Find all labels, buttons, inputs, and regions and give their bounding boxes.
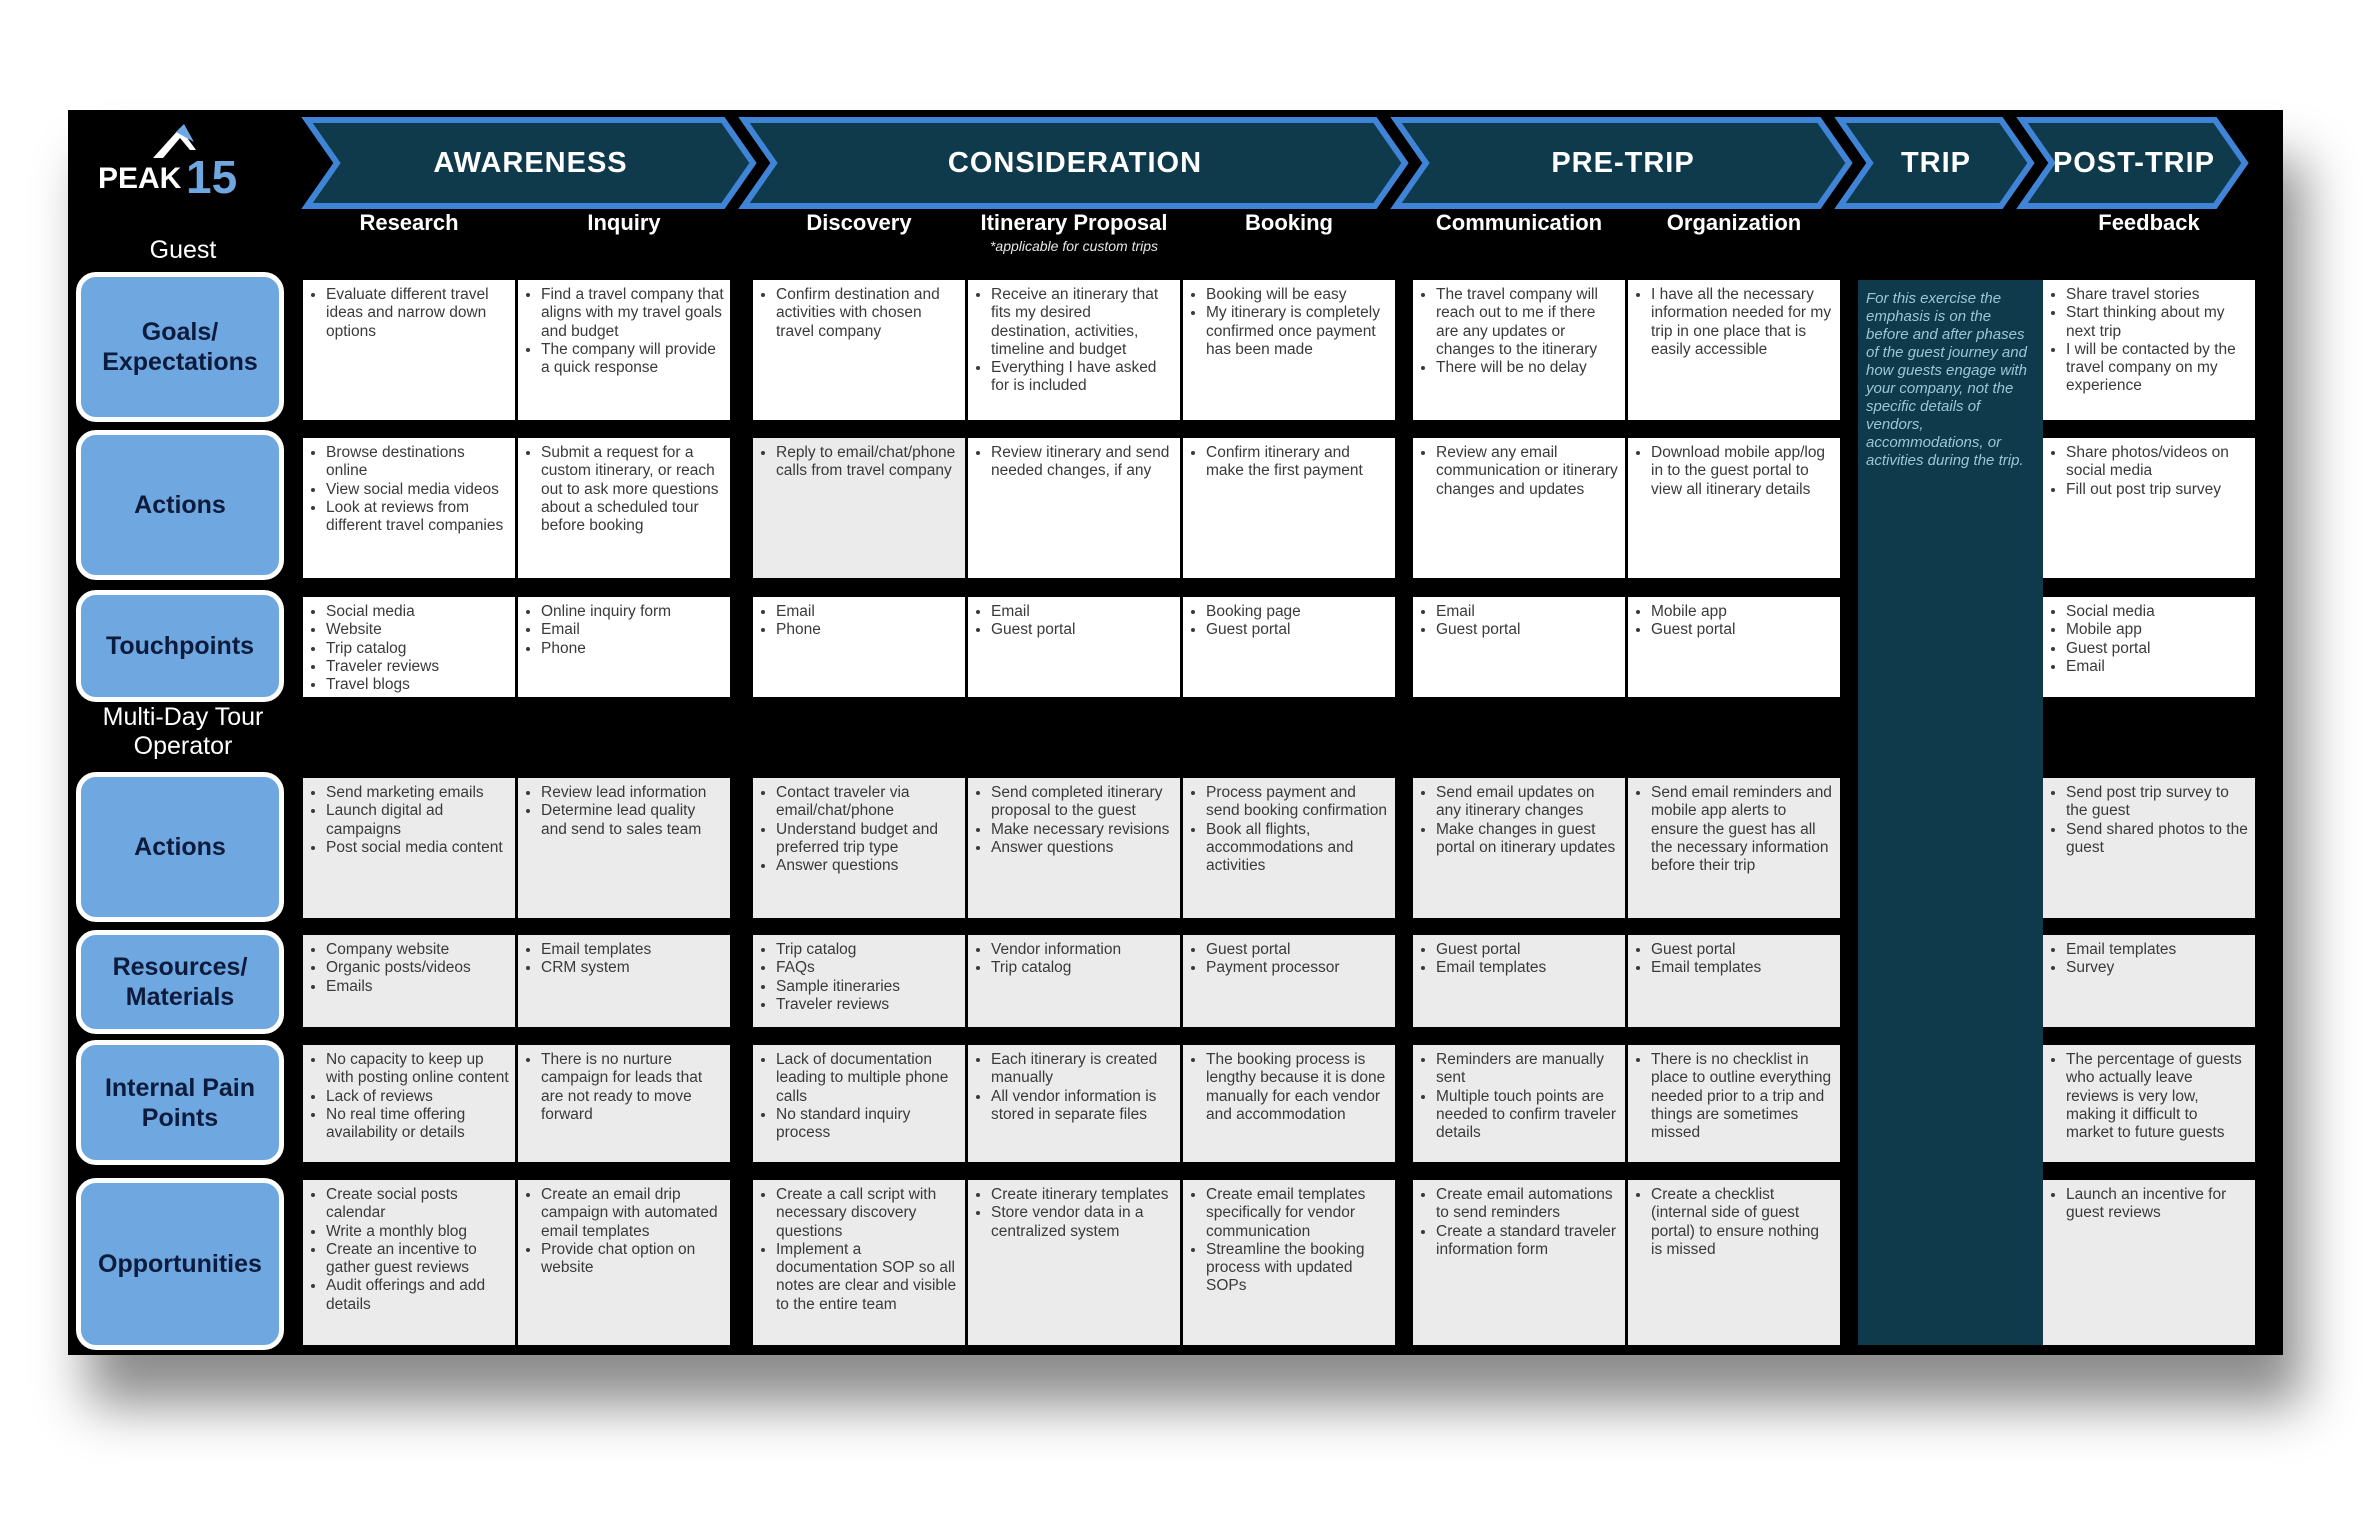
substage-label: Communication: [1435, 210, 1603, 235]
cell-item: • Launch digital ad campaigns: [326, 802, 509, 839]
cell-list: [1189, 603, 1389, 640]
cell-item: • Payment processor: [1206, 959, 1389, 977]
cell-item: • Email: [776, 603, 959, 621]
cell-item: • Fill out post trip survey: [2066, 481, 2249, 499]
substage-label: Feedback: [2098, 210, 2200, 235]
substage-label: Organization: [1666, 210, 1802, 235]
cell-item: • Send marketing emails: [326, 784, 509, 802]
cell-list: [1419, 603, 1619, 640]
cell-list: [524, 1051, 724, 1124]
cell-list: [1419, 1051, 1619, 1142]
journey-cell: [753, 597, 965, 697]
cell-item: • Travel blogs: [326, 676, 509, 694]
cell-item: • I will be contacted by the travel company on my experience: [2066, 341, 2249, 396]
section-guest-label: Guest: [149, 236, 217, 264]
cell-list: [1419, 784, 1619, 857]
cell-item: • Guest portal: [1436, 621, 1619, 639]
journey-cell: [1413, 280, 1625, 420]
cell-list: [1634, 1051, 1834, 1142]
cell-item: • Browse destinations online: [326, 444, 509, 481]
row-label: Actions: [76, 772, 284, 922]
journey-cell: [518, 935, 730, 1027]
journey-cell: [518, 438, 730, 578]
cell-item: • Social media: [2066, 603, 2249, 621]
cell-list: [1634, 941, 1834, 978]
journey-cell: [518, 778, 730, 918]
cell-item: • Guest portal: [1206, 941, 1389, 959]
cell-list: [1189, 1186, 1389, 1296]
stage-consideration: [740, 116, 1410, 210]
substage-label: Discovery: [806, 210, 912, 235]
cell-item: • View social media videos: [326, 481, 509, 499]
journey-cell: [303, 778, 515, 918]
substage-header: [1628, 210, 1840, 266]
section-operator-label: Multi-Day Tour Operator: [102, 703, 264, 760]
cell-list: [1419, 444, 1619, 499]
row-label: Touchpoints: [76, 590, 284, 702]
cell-list: [309, 1051, 509, 1142]
cell-list: [759, 286, 959, 341]
cell-item: • No capacity to keep up with posting online content: [326, 1051, 509, 1088]
cell-item: • Create an incentive to gather guest reviews: [326, 1241, 509, 1278]
substage-header: [753, 210, 965, 266]
cell-item: • The company will provide a quick response: [541, 341, 724, 378]
cell-item: • Create social posts calendar: [326, 1186, 509, 1223]
cell-item: • Provide chat option on website: [541, 1241, 724, 1278]
cell-item: • Reply to email/chat/phone calls from travel company: [776, 444, 959, 481]
cell-list: [759, 784, 959, 875]
cell-item: • Submit a request for a custom itinerary, or reach out to ask more questions about a scheduled tour before booking: [541, 444, 724, 535]
cell-item: • Social media: [326, 603, 509, 621]
cell-item: • Each itinerary is created manually: [991, 1051, 1174, 1088]
journey-cell: [1183, 1045, 1395, 1162]
cell-list: [309, 444, 509, 535]
cell-list: [1189, 1051, 1389, 1124]
journey-cell: [2043, 597, 2255, 697]
cell-item: • Mobile app: [1651, 603, 1834, 621]
journey-cell: [1413, 1180, 1625, 1345]
cell-item: • Organic posts/videos: [326, 959, 509, 977]
peak15-logo: [68, 110, 298, 220]
cell-item: • Create email automations to send reminders: [1436, 1186, 1619, 1223]
journey-cell: [753, 1180, 965, 1345]
cell-item: • There is no checklist in place to outline everything needed prior to a trip and things are sometimes missed: [1651, 1051, 1834, 1142]
cell-item: • Trip catalog: [776, 941, 959, 959]
cell-list: [974, 603, 1174, 640]
journey-cell: [1413, 778, 1625, 918]
cell-item: • Make necessary revisions: [991, 821, 1174, 839]
journey-cell: [303, 280, 515, 420]
journey-cell: [753, 280, 965, 420]
cell-list: [974, 784, 1174, 857]
cell-item: • Online inquiry form: [541, 603, 724, 621]
cell-item: • Write a monthly blog: [326, 1223, 509, 1241]
stage-label: PRE-TRIP: [1551, 147, 1695, 179]
cell-item: • Process payment and send booking confirmation: [1206, 784, 1389, 821]
cell-item: • Implement a documentation SOP so all notes are clear and visible to the entire team: [776, 1241, 959, 1314]
cell-list: [1419, 286, 1619, 377]
cell-item: • Mobile app: [2066, 621, 2249, 639]
cell-item: • Share travel stories: [2066, 286, 2249, 304]
journey-cell: [1183, 778, 1395, 918]
cell-item: • Send shared photos to the guest: [2066, 821, 2249, 858]
cell-item: • Guest portal: [1651, 941, 1834, 959]
stage-label: POST-TRIP: [2052, 147, 2216, 179]
row-label: Actions: [76, 430, 284, 580]
journey-cell: [2043, 280, 2255, 420]
stage-awareness: [303, 116, 758, 210]
journey-cell: [968, 438, 1180, 578]
cell-list: [1189, 286, 1389, 359]
cell-item: • Confirm destination and activities with chosen travel company: [776, 286, 959, 341]
cell-item: • Email templates: [1436, 959, 1619, 977]
cell-item: • Reminders are manually sent: [1436, 1051, 1619, 1088]
cell-list: [309, 941, 509, 996]
cell-item: • Everything I have asked for is included: [991, 359, 1174, 396]
journey-cell: [968, 935, 1180, 1027]
cell-item: • Trip catalog: [326, 640, 509, 658]
journey-cell: [1183, 1180, 1395, 1345]
cell-item: • Contact traveler via email/chat/phone: [776, 784, 959, 821]
substage-note: *applicable for custom trips: [989, 238, 1159, 254]
cell-list: [2049, 1051, 2249, 1142]
trip-column: [1858, 280, 2043, 1345]
cell-list: [2049, 603, 2249, 676]
cell-item: • Email: [2066, 658, 2249, 676]
substage-label: Inquiry: [587, 210, 661, 235]
cell-item: • Create itinerary templates: [991, 1186, 1174, 1204]
cell-item: • All vendor information is stored in separate files: [991, 1088, 1174, 1125]
journey-cell: [753, 778, 965, 918]
cell-item: • Email: [541, 621, 724, 639]
cell-item: • Booking will be easy: [1206, 286, 1389, 304]
substage-label: Research: [359, 210, 459, 235]
cell-item: • Streamline the booking process with updated SOPs: [1206, 1241, 1389, 1296]
cell-list: [759, 1051, 959, 1142]
cell-list: [2049, 444, 2249, 499]
journey-cell: [1183, 935, 1395, 1027]
cell-item: • Review lead information: [541, 784, 724, 802]
cell-list: [309, 603, 509, 694]
cell-list: [974, 941, 1174, 978]
substage-label: Itinerary Proposal: [980, 210, 1168, 235]
cell-item: • Trip catalog: [991, 959, 1174, 977]
substage-header: [968, 210, 1180, 266]
journey-cell: [518, 597, 730, 697]
stage-post-trip: [2018, 116, 2250, 210]
cell-list: [1189, 784, 1389, 875]
journey-cell: [2043, 935, 2255, 1027]
cell-item: • No standard inquiry process: [776, 1106, 959, 1143]
cell-item: • Audit offerings and add details: [326, 1277, 509, 1314]
cell-item: • Email templates: [2066, 941, 2249, 959]
cell-item: • Find a travel company that aligns with my travel goals and budget: [541, 286, 724, 341]
cell-item: • There is no nurture campaign for leads that are not ready to move forward: [541, 1051, 724, 1124]
cell-item: • Create a call script with necessary discovery questions: [776, 1186, 959, 1241]
substage-header: [2043, 210, 2255, 266]
journey-cell: [1413, 1045, 1625, 1162]
cell-list: [1634, 444, 1834, 499]
cell-item: • Company website: [326, 941, 509, 959]
cell-item: • Determine lead quality and send to sales team: [541, 802, 724, 839]
cell-list: [759, 1186, 959, 1314]
cell-item: • Traveler reviews: [776, 996, 959, 1014]
stage-trip: [1836, 116, 2036, 210]
cell-item: • Email templates: [1651, 959, 1834, 977]
cell-item: • Email: [991, 603, 1174, 621]
cell-item: • No real time offering availability or details: [326, 1106, 509, 1143]
cell-list: [1634, 784, 1834, 875]
cell-item: • Evaluate different travel ideas and narrow down options: [326, 286, 509, 341]
cell-list: [759, 941, 959, 1014]
journey-map-board: [68, 110, 2283, 1355]
substage-label: Booking: [1245, 210, 1333, 235]
cell-item: • Answer questions: [776, 857, 959, 875]
cell-list: [524, 784, 724, 839]
cell-list: [524, 941, 724, 978]
journey-cell: [1628, 778, 1840, 918]
cell-item: • Sample itineraries: [776, 978, 959, 996]
journey-cell: [1628, 935, 1840, 1027]
journey-cell: [1628, 438, 1840, 578]
cell-item: • Create a checklist (internal side of guest portal) to ensure nothing is missed: [1651, 1186, 1834, 1259]
cell-item: • Send email updates on any itinerary changes: [1436, 784, 1619, 821]
cell-item: • Share photos/videos on social media: [2066, 444, 2249, 481]
cell-item: • Lack of reviews: [326, 1088, 509, 1106]
cell-item: • There will be no delay: [1436, 359, 1619, 377]
journey-cell: [1628, 1045, 1840, 1162]
cell-list: [1634, 603, 1834, 640]
cell-item: • Multiple touch points are needed to confirm traveler details: [1436, 1088, 1619, 1143]
cell-list: [974, 286, 1174, 396]
journey-cell: [303, 1180, 515, 1345]
cell-list: [1634, 286, 1834, 359]
cell-item: • Guest portal: [2066, 640, 2249, 658]
cell-list: [974, 444, 1174, 481]
cell-item: • Guest portal: [1651, 621, 1834, 639]
journey-cell: [968, 280, 1180, 420]
cell-item: • The percentage of guests who actually leave reviews is very low, making it difficult to market to future guests: [2066, 1051, 2249, 1142]
cell-item: • FAQs: [776, 959, 959, 977]
cell-item: • The booking process is lengthy because it is done manually for each vendor and accommodation: [1206, 1051, 1389, 1124]
cell-list: [524, 1186, 724, 1277]
row-label: Resources/ Materials: [76, 930, 284, 1034]
journey-cell: [2043, 438, 2255, 578]
cell-list: [759, 444, 959, 481]
cell-list: [309, 784, 509, 857]
journey-cell: [968, 1045, 1180, 1162]
cell-list: [1634, 1186, 1834, 1259]
substage-header: [518, 210, 730, 266]
journey-cell: [518, 1045, 730, 1162]
logo-number: 15: [186, 151, 238, 203]
cell-item: • Send email reminders and mobile app alerts to ensure the guest has all the necessary information before their trip: [1651, 784, 1834, 875]
cell-list: [524, 286, 724, 377]
journey-cell: [1413, 438, 1625, 578]
cell-list: [759, 603, 959, 640]
cell-item: • Vendor information: [991, 941, 1174, 959]
cell-item: • Confirm itinerary and make the first payment: [1206, 444, 1389, 481]
cell-item: • The travel company will reach out to me if there are any updates or changes to the itinerary: [1436, 286, 1619, 359]
journey-cell: [968, 778, 1180, 918]
cell-list: [1419, 941, 1619, 978]
journey-cell: [1413, 935, 1625, 1027]
cell-list: [1189, 941, 1389, 978]
cell-item: • Guest portal: [1206, 621, 1389, 639]
cell-list: [2049, 286, 2249, 396]
cell-list: [2049, 1186, 2249, 1223]
cell-item: • Send post trip survey to the guest: [2066, 784, 2249, 821]
cell-item: • Understand budget and preferred trip type: [776, 821, 959, 858]
row-label: Internal Pain Points: [76, 1040, 284, 1165]
journey-cell: [1628, 597, 1840, 697]
stage-pre-trip: [1392, 116, 1854, 210]
cell-item: • Create a standard traveler information form: [1436, 1223, 1619, 1260]
cell-list: [2049, 941, 2249, 978]
journey-cell: [968, 597, 1180, 697]
journey-cell: [2043, 1045, 2255, 1162]
journey-cell: [1413, 597, 1625, 697]
cell-item: • Book all flights, accommodations and activities: [1206, 821, 1389, 876]
cell-item: • Create an email drip campaign with automated email templates: [541, 1186, 724, 1241]
cell-item: • Start thinking about my next trip: [2066, 304, 2249, 341]
cell-item: • Post social media content: [326, 839, 509, 857]
journey-cell: [303, 597, 515, 697]
stage-label: CONSIDERATION: [947, 147, 1203, 179]
cell-item: • Create email templates specifically for vendor communication: [1206, 1186, 1389, 1241]
row-label: Goals/ Expectations: [76, 272, 284, 422]
cell-item: • Make changes in guest portal on itinerary updates: [1436, 821, 1619, 858]
cell-item: • Guest portal: [1436, 941, 1619, 959]
substage-header: [303, 210, 515, 266]
stage-label: AWARENESS: [433, 147, 628, 179]
journey-cell: [1183, 280, 1395, 420]
cell-item: • Website: [326, 621, 509, 639]
trip-note: For this exercise the emphasis is on the before and after phases of the guest journey and how guests engage with your company, not the specific details of vendors, accommodations, or activities during the trip.: [1866, 290, 2027, 469]
cell-item: • Receive an itinerary that fits my desired destination, activities, timeline and budget: [991, 286, 1174, 359]
journey-cell: [2043, 778, 2255, 918]
journey-cell: [753, 935, 965, 1027]
journey-cell: [303, 935, 515, 1027]
cell-list: [524, 603, 724, 658]
cell-item: • Guest portal: [991, 621, 1174, 639]
stage-label: TRIP: [1900, 147, 1972, 179]
cell-list: [2049, 784, 2249, 857]
cell-list: [309, 286, 509, 341]
cell-item: • Review itinerary and send needed changes, if any: [991, 444, 1174, 481]
cell-list: [1419, 1186, 1619, 1259]
cell-list: [1189, 444, 1389, 481]
cell-item: • I have all the necessary information needed for my trip in one place that is easily accessible: [1651, 286, 1834, 359]
journey-cell: [1183, 438, 1395, 578]
cell-item: • Lack of documentation leading to multiple phone calls: [776, 1051, 959, 1106]
row-label: Opportunities: [76, 1178, 284, 1350]
cell-item: • Traveler reviews: [326, 658, 509, 676]
cell-item: • Review any email communication or itinerary changes and updates: [1436, 444, 1619, 499]
cell-item: • Download mobile app/log in to the guest portal to view all itinerary details: [1651, 444, 1834, 499]
substage-header: [1413, 210, 1625, 266]
cell-item: • Survey: [2066, 959, 2249, 977]
cell-item: • Phone: [541, 640, 724, 658]
journey-cell: [753, 1045, 965, 1162]
journey-cell: [753, 438, 965, 578]
cell-item: • Email: [1436, 603, 1619, 621]
journey-cell: [303, 1045, 515, 1162]
cell-item: • Look at reviews from different travel companies: [326, 499, 509, 536]
cell-item: • CRM system: [541, 959, 724, 977]
journey-cell: [1183, 597, 1395, 697]
cell-item: • Booking page: [1206, 603, 1389, 621]
journey-cell: [518, 280, 730, 420]
cell-list: [309, 1186, 509, 1314]
journey-cell: [1628, 280, 1840, 420]
journey-cell: [968, 1180, 1180, 1345]
cell-item: • Launch an incentive for guest reviews: [2066, 1186, 2249, 1223]
cell-list: [524, 444, 724, 535]
cell-item: • Send completed itinerary proposal to the guest: [991, 784, 1174, 821]
journey-cell: [518, 1180, 730, 1345]
journey-cell: [1628, 1180, 1840, 1345]
journey-cell: [303, 438, 515, 578]
cell-item: • Answer questions: [991, 839, 1174, 857]
cell-item: • Emails: [326, 978, 509, 996]
cell-list: [974, 1186, 1174, 1241]
cell-item: • My itinerary is completely confirmed once payment has been made: [1206, 304, 1389, 359]
cell-item: • Store vendor data in a centralized system: [991, 1204, 1174, 1241]
journey-cell: [2043, 1180, 2255, 1345]
logo-text: PEAK: [98, 162, 182, 195]
cell-list: [974, 1051, 1174, 1124]
cell-item: • Email templates: [541, 941, 724, 959]
substage-header: [1183, 210, 1395, 266]
cell-item: • Phone: [776, 621, 959, 639]
